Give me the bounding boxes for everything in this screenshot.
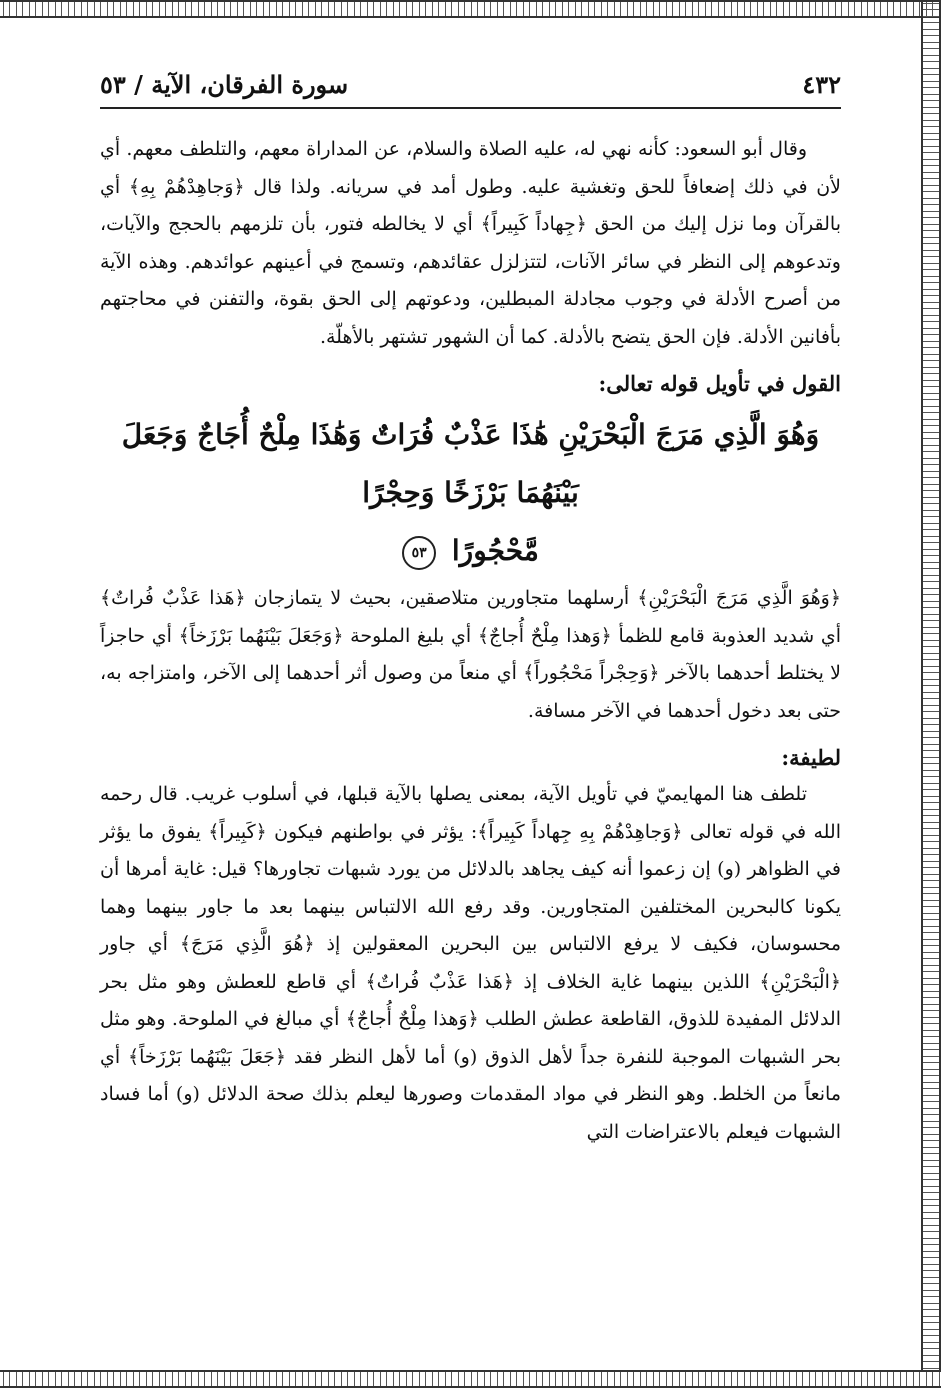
verse-line-1: وَهُوَ الَّذِي مَرَجَ الْبَحْرَيْنِ هَٰذَا عَذْبٌ فُرَاتٌ وَهَٰذَا مِلْحٌ أُجَاجٌ وَجَعَلَ بَيْنَهُمَا بَرْزَخًا وَحِجْرًا <box>121 418 820 509</box>
surah-reference: سورة الفرقان، الآية / ٥٣ <box>100 70 349 99</box>
paragraph-tafsir: ﴿وَهُوَ الَّذِي مَرَجَ الْبَحْرَيْنِ﴾ أرسلهما متجاورين متلاصقين، بحيث لا يتمازجان ﴿هَذا عَذْبٌ فُراتٌ﴾ أي شديد العذوبة قامع للظمأ ﴿وَهذا مِلْحٌ أُجاجٌ﴾ أي بليغ الملوحة ﴿وَجَعَلَ بَيْنَهُما بَرْزَخاً﴾ أي حاجزاً لا يختلط أحدهما بالآخر ﴿وَحِجْراً مَحْجُوراً﴾ أي منعاً من وصول أثر أحدهما إلى الآخر، وامتزاجه به، حتى بعد دخول أحدهما في الآخر مسافة. <box>100 587 841 722</box>
page-number: ٤٣٢ <box>802 70 841 99</box>
ornamental-border-right <box>921 0 941 1388</box>
ayah-number-marker: ٥٣ <box>402 536 436 570</box>
paragraph-abu-saud: وقال أبو السعود: كأنه نهي له، عليه الصلاة والسلام، عن المداراة معهم، والتلطف معهم. أي لأن في ذلك إضعافاً للحق وتغشية عليه. وطول أمد في سريانه. ولذا قال ﴿وَجاهِدْهُمْ بِهِ﴾ أي بالقرآن وما نزل إليك من الحق ﴿جِهاداً كَبِيراً﴾ أي لا يخالطه فتور، بأن تلزمهم بالحجج والآيات، وتدعوهم إلى النظر في سائر الآنات، لتتزلزل عقائدهم، وتسمج في أعينهم عوائدهم. وهذه الآية من أصرح الأدلة في وجوب مجادلة المبطلين، ودعوتهم إلى الحق بقوة، والتفنن في محاجتهم بأفانين الأدلة. فإن الحق يتضح بالأدلة. كما أن الشهور تشتهر بالأهلّة. <box>100 138 841 348</box>
section-heading-latifa: لطيفة: <box>781 745 841 770</box>
paragraph-mahaimi: تلطف هنا المهايميّ في تأويل الآية، بمعنى يصلها بالآية قبلها، في أسلوب غريب. قال رحمه الله في قوله تعالى ﴿وَجاهِدْهُمْ بِهِ جِهاداً كَبِيراً﴾: يؤثر في بواطنهم فيكون ﴿كَبِيراً﴾ يفوق ما يؤثر في الظواهر (و) إن زعموا أنه كيف يجاهد بالدلائل من يورد شبهات تجاورها؟ قيل: غاية أمرها أن يكونا كالبحرين المختلفين المتجاورين. وقد رفع الله الالتباس بينهما بعد ما جاور بينهما وهما محسوسان، فكيف لا يرفع الالتباس بين البحرين المعقولين إذ ﴿هُوَ الَّذِي مَرَجَ﴾ أي جاور ﴿الْبَحْرَيْنِ﴾ اللذين بينهما غاية الخلاف إذ ﴿هَذا عَذْبٌ فُراتٌ﴾ أي قاطع للعطش وهو مثل بحر الدلائل المفيدة للذوق، القاطعة عطش الطلب ﴿وَهذا مِلْحٌ أُجاجٌ﴾ أي مبالغ في الملوحة. وهو مثل بحر الشبهات الموجبة للنفرة جداً لأهل الذوق (و) أما لأهل النظر فقد ﴿جَعَلَ بَيْنَهُما بَرْزَخاً﴾ أي مانعاً من الخلط. وهو النظر في مواد المقدمات وصورها ليعلم بذلك صحة الدلائل (و) أما فساد الشبهات فيعلم بالاعتراضات التي <box>100 783 841 1143</box>
ornamental-border-bottom <box>0 1370 941 1388</box>
section-heading-tawil: القول في تأويل قوله تعالى: <box>598 371 841 396</box>
page-content <box>100 60 841 1151</box>
ornamental-border-top <box>0 0 941 18</box>
running-header <box>100 60 841 109</box>
quran-verse <box>100 406 841 580</box>
verse-line-2: مَّحْجُورًا <box>451 534 539 567</box>
verse-line-2-wrap <box>100 522 841 580</box>
